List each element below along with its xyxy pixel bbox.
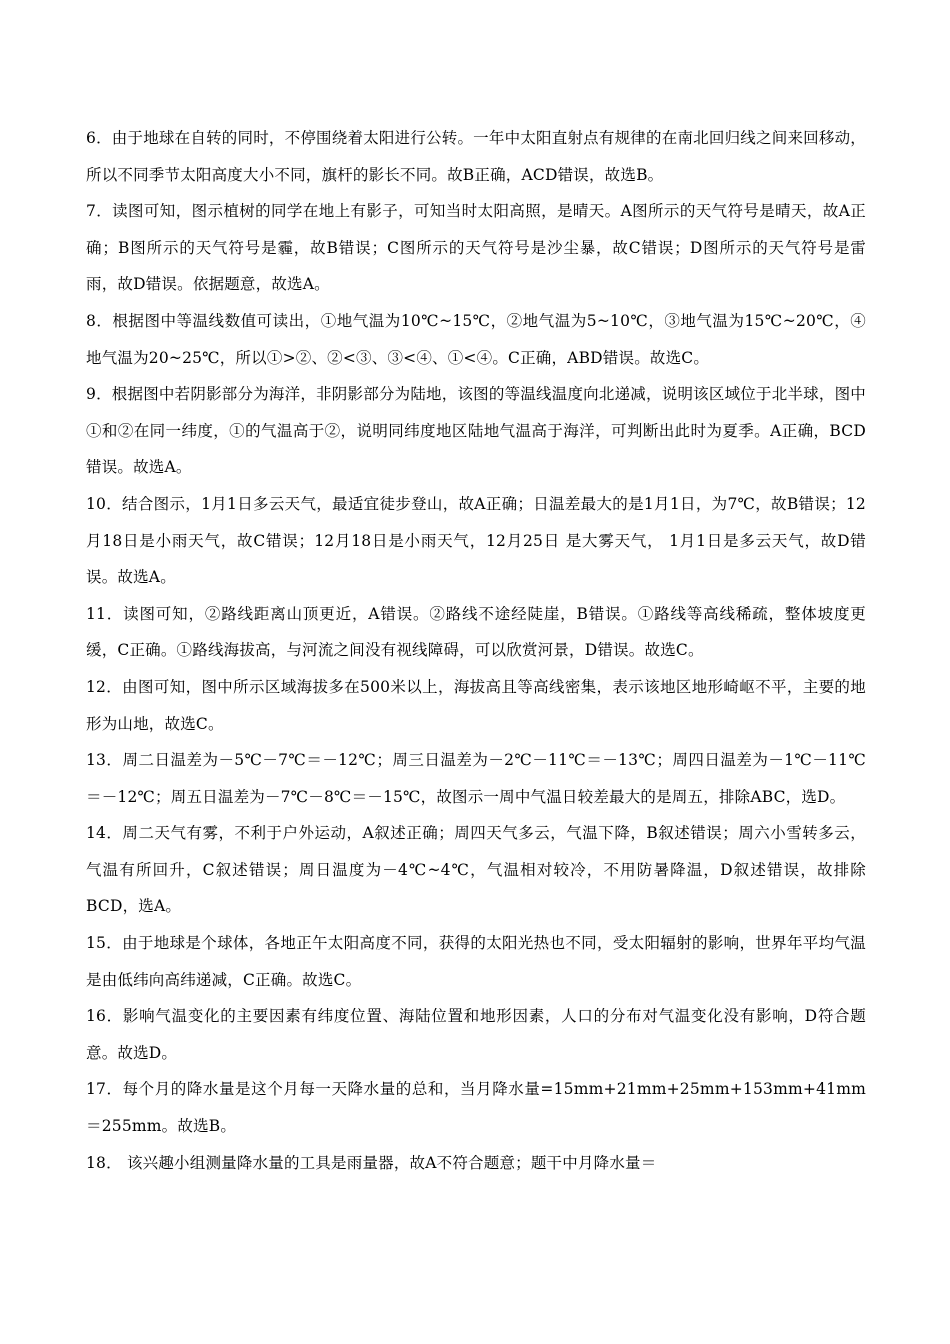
answer-12: 12．由图可知，图中所示区域海拔多在500米以上，海拔高且等高线密集，表示该地区地形崎岖不平，主要的地形为山地，故选C。 (86, 677, 866, 733)
answer-11: 11．读图可知，②路线距离山顶更近，A错误。②路线不途经陡崖，B错误。①路线等高线稀疏，整体坡度更缓，C正确。①路线海拔高，与河流之间没有视线障碍，可以欣赏河景，D错误。故选C。 (86, 604, 866, 660)
answer-18: 18． 该兴趣小组测量降水量的工具是雨量器，故A不符合题意；题干中月降水量＝ (86, 1153, 657, 1172)
answer-explanations (86, 120, 866, 1181)
answer-10: 10．结合图示，1月1日多云天气，最适宜徒步登山，故A正确；日温差最大的是1月1日，为7℃，故B错误；12月18日是小雨天气，故C错误；12月18日是小雨天气，12月25日 是大雾天气， 1月1日是多云天气，故D错误。故选A。 (86, 494, 866, 587)
answer-9: 9．根据图中若阴影部分为海洋，非阴影部分为陆地，该图的等温线温度向北递减，说明该区域位于北半球，图中①和②在同一纬度，①的气温高于②，说明同纬度地区陆地气温高于海洋，可判断出此时为夏季。A正确，BCD错误。故选A。 (86, 385, 866, 477)
answer-7: 7．读图可知，图示植树的同学在地上有影子，可知当时太阳高照，是晴天。A图所示的天气符号是晴天，故A正确；B图所示的天气符号是霾，故B错误；C图所示的天气符号是沙尘暴，故C错误；D图所示的天气符号是雷雨，故D错误。依据题意，故选A。 (86, 202, 866, 294)
answer-8: 8．根据图中等温线数值可读出，①地气温为10℃~15℃，②地气温为5~10℃，③地气温为15℃~20℃，④地气温为20~25℃，所以①>②、②<③、③<④、①<④。C正确，ABD错误。故选C。 (86, 311, 866, 367)
answer-15: 15．由于地球是个球体，各地正午太阳高度不同，获得的太阳光热也不同，受太阳辐射的影响，世界年平均气温是由低纬向高纬递减，C正确。故选C。 (86, 934, 866, 989)
answer-16: 16．影响气温变化的主要因素有纬度位置、海陆位置和地形因素，人口的分布对气温变化没有影响，D符合题意。故选D。 (86, 1007, 866, 1062)
answer-13: 13．周二日温差为－5℃－7℃＝－12℃；周三日温差为－2℃－11℃＝－13℃；周四日温差为－1℃－11℃＝－12℃；周五日温差为－7℃－8℃＝－15℃，故图示一周中气温日较差最大的是周五，排除ABC，选D。 (86, 751, 866, 806)
answer-6: 6．由于地球在自转的同时，不停围绕着太阳进行公转。一年中太阳直射点有规律的在南北回归线之间来回移动，所以不同季节太阳高度大小不同，旗杆的影长不同。故B正确，ACD错误，故选B。 (86, 129, 866, 184)
answer-14: 14．周二天气有雾，不利于户外运动，A叙述正确；周四天气多云，气温下降，B叙述错误；周六小雪转多云，气温有所回升，C叙述错误；周日温度为－4℃~4℃，气温相对较冷，不用防暑降温，D叙述错误，故排除BCD，选A。 (86, 824, 866, 916)
answer-17: 17．每个月的降水量是这个月每一天降水量的总和，当月降水量=15mm+21mm+25mm+153mm+41mm＝255mm。故选B。 (86, 1080, 866, 1136)
